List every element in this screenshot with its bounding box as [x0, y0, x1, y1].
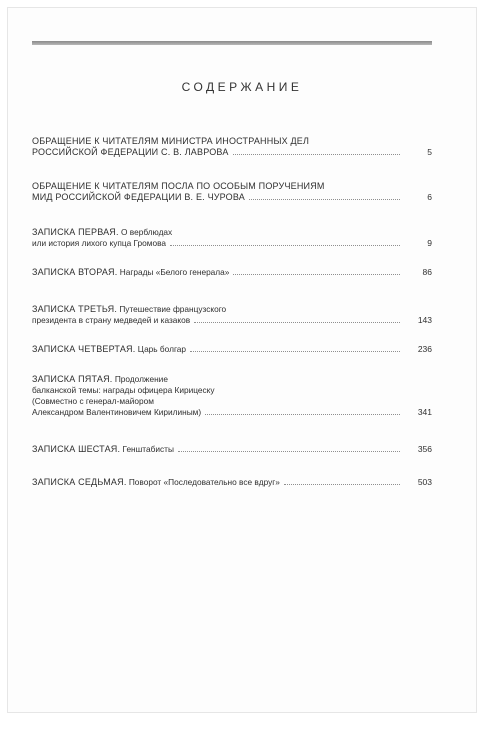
toc-entry-note-4[interactable] — [32, 344, 432, 374]
entry-line: ОБРАЩЕНИЕ К ЧИТАТЕЛЯМ МИНИСТРА ИНОСТРАННЫХ ДЕЛ — [32, 136, 310, 146]
toc-entry-lavrov[interactable] — [32, 136, 432, 181]
entry-line: РОССИЙСКОЙ ФЕДЕРАЦИИ С. В. ЛАВРОВА — [32, 147, 229, 157]
entry-line: ОБРАЩЕНИЕ К ЧИТАТЕЛЯМ ПОСЛА ПО ОСОБЫМ ПОРУЧЕНИЯМ — [32, 181, 325, 191]
toc-entry-note-7[interactable] — [32, 477, 432, 507]
dot-leader — [233, 154, 400, 155]
entry-line: О верблюдах — [121, 227, 173, 237]
entry-line: президента в страну медведей и казаков — [32, 315, 191, 325]
page-number: 356 — [417, 444, 432, 454]
dot-leader — [190, 351, 400, 352]
dot-leader — [249, 199, 400, 200]
entry-line: Царь болгар — [137, 344, 187, 354]
toc-entry-churov[interactable] — [32, 181, 432, 227]
entry-line: Награды «Белого генерала» — [119, 267, 230, 277]
entry-heading: ЗАПИСКА ВТОРАЯ. — [32, 267, 118, 277]
entry-line: Поворот «Последовательно все вдруг» — [128, 477, 280, 487]
toc-title: СОДЕРЖАНИЕ — [181, 80, 303, 94]
entry-line: Александром Валентиновичем Кирилиным) — [32, 407, 202, 417]
page-number: 9 — [427, 238, 432, 248]
entry-heading: ЗАПИСКА ЧЕТВЕРТАЯ. — [32, 344, 136, 354]
page-number: 5 — [427, 147, 432, 157]
toc-entry-note-5[interactable] — [32, 374, 432, 444]
dot-leader — [205, 414, 400, 415]
entry-line: (Совместно с генерал-майором — [32, 396, 154, 406]
entry-heading: ЗАПИСКА ТРЕТЬЯ. — [32, 304, 118, 314]
table-of-contents — [32, 136, 432, 507]
entry-line: Продолжение — [114, 374, 168, 384]
dot-leader — [170, 245, 400, 246]
dot-leader — [233, 274, 400, 275]
toc-entry-note-1[interactable] — [32, 227, 432, 267]
entry-heading: ЗАПИСКА ШЕСТАЯ. — [32, 444, 121, 454]
book-page — [7, 7, 477, 713]
entry-line: Генштабисты — [122, 444, 174, 454]
page-number: 6 — [427, 192, 432, 202]
entry-line: балканской темы: награды офицера Кирицеску — [32, 385, 215, 395]
entry-heading: ЗАПИСКА ПЕРВАЯ. — [32, 227, 119, 237]
dot-leader — [194, 322, 400, 323]
page-number: 503 — [417, 477, 432, 487]
entry-line: Путешествие французского — [119, 304, 227, 314]
page-number: 143 — [417, 315, 432, 325]
toc-entry-note-3[interactable] — [32, 304, 432, 344]
entry-heading: ЗАПИСКА СЕДЬМАЯ. — [32, 477, 127, 487]
entry-line: МИД РОССИЙСКОЙ ФЕДЕРАЦИИ В. Е. ЧУРОВА — [32, 192, 245, 202]
entry-heading: ЗАПИСКА ПЯТАЯ. — [32, 374, 113, 384]
dot-leader — [178, 451, 400, 452]
toc-entry-note-6[interactable] — [32, 444, 432, 477]
page-number: 341 — [417, 407, 432, 417]
toc-entry-note-2[interactable] — [32, 267, 432, 304]
page-number: 236 — [417, 344, 432, 354]
entry-line: или история лихого купца Громова — [32, 238, 167, 248]
dot-leader — [284, 484, 400, 485]
top-rule — [32, 41, 432, 45]
page-number: 86 — [422, 267, 432, 277]
